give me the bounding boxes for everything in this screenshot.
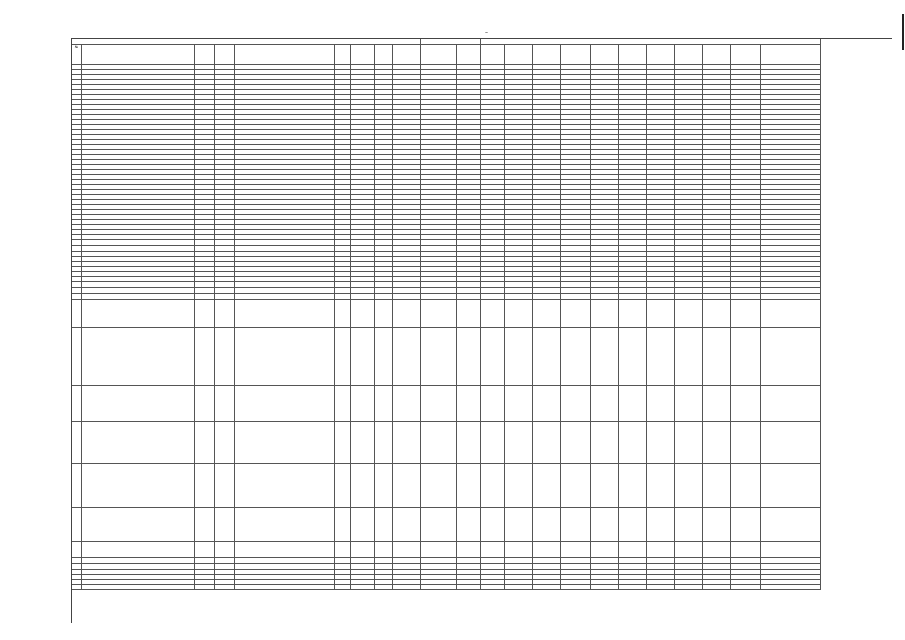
- header-cell: [215, 45, 235, 65]
- header-cell: [375, 45, 393, 65]
- table-row: [72, 300, 892, 328]
- table-cell: [675, 386, 703, 422]
- table-cell: [375, 422, 393, 464]
- table-row: [72, 422, 892, 464]
- header-cell: [731, 45, 761, 65]
- table-cell: [761, 542, 821, 558]
- table-cell: [761, 422, 821, 464]
- table-cell: [533, 585, 561, 590]
- table-cell: [82, 386, 195, 422]
- table-cell: [235, 300, 335, 328]
- table-cell: [215, 386, 235, 422]
- table-cell: [703, 508, 731, 542]
- table-cell: [731, 328, 761, 386]
- table-cell: [82, 422, 195, 464]
- table-cell: [375, 464, 393, 508]
- scan-edge-line: [902, 14, 904, 50]
- table-cell: [82, 585, 195, 590]
- table-cell: [351, 585, 375, 590]
- table-cell: [351, 422, 375, 464]
- table-cell: [561, 542, 591, 558]
- table-cell: [195, 386, 215, 422]
- table-cell: [235, 542, 335, 558]
- table-cell: [195, 585, 215, 590]
- table-cell: [761, 300, 821, 328]
- table-cell: [731, 542, 761, 558]
- table-cell: [561, 386, 591, 422]
- table-cell: [731, 464, 761, 508]
- table-cell: [533, 300, 561, 328]
- table-cell: [533, 508, 561, 542]
- table-cell: [591, 508, 619, 542]
- table-cell: [505, 328, 533, 386]
- header-cell: [335, 45, 351, 65]
- table-cell: [421, 508, 457, 542]
- table-cell: [533, 386, 561, 422]
- table-cell: [235, 508, 335, 542]
- table-cell: [647, 508, 675, 542]
- header-cell: [82, 45, 195, 65]
- table-cell: [761, 464, 821, 508]
- table-cell: [481, 508, 505, 542]
- table-cell: [647, 422, 675, 464]
- table-cell: [335, 328, 351, 386]
- table-cell: [703, 386, 731, 422]
- table-cell: [351, 542, 375, 558]
- table-cell: [761, 585, 821, 590]
- table-cell: [457, 542, 481, 558]
- table-cell: [533, 422, 561, 464]
- table-cell: [351, 328, 375, 386]
- table-cell: [351, 508, 375, 542]
- header-cell: [505, 45, 533, 65]
- table-cell: [619, 422, 647, 464]
- table-cell: [72, 542, 82, 558]
- table-cell: [82, 542, 195, 558]
- table-cell: [215, 300, 235, 328]
- table-cell: [505, 300, 533, 328]
- table-cell: [561, 328, 591, 386]
- header-cell: [481, 45, 505, 65]
- table-cell: [481, 386, 505, 422]
- table-cell: [215, 422, 235, 464]
- table-cell: [235, 585, 335, 590]
- header-cell: [561, 45, 591, 65]
- table-cell: [591, 542, 619, 558]
- header-cell: [591, 45, 619, 65]
- table-cell: [72, 464, 82, 508]
- table-cell: [351, 386, 375, 422]
- table-cell: [82, 464, 195, 508]
- table-cell: [72, 386, 82, 422]
- table-cell: [82, 328, 195, 386]
- header-cell: [235, 45, 335, 65]
- table-cell: [421, 386, 457, 422]
- table-cell: [505, 386, 533, 422]
- table-cell: [457, 300, 481, 328]
- table-cell: [505, 508, 533, 542]
- table-cell: [703, 464, 731, 508]
- table-cell: [195, 508, 215, 542]
- table-row: [72, 328, 892, 386]
- table-cell: [675, 300, 703, 328]
- table-cell: [561, 300, 591, 328]
- table-cell: [761, 508, 821, 542]
- table-cell: [703, 422, 731, 464]
- header-cell: [457, 45, 481, 65]
- table-cell: [421, 422, 457, 464]
- table-cell: [481, 422, 505, 464]
- table-cell: [457, 508, 481, 542]
- table-cell: [505, 585, 533, 590]
- table-cell: [421, 300, 457, 328]
- table-cell: [481, 464, 505, 508]
- table-cell: [351, 464, 375, 508]
- header-cell: [703, 45, 731, 65]
- table-cell: [215, 508, 235, 542]
- table-cell: [591, 422, 619, 464]
- table-cell: [393, 300, 421, 328]
- table-cell: [457, 328, 481, 386]
- table-cell: [72, 508, 82, 542]
- table-row: [72, 542, 892, 558]
- table-cell: [647, 328, 675, 386]
- table-cell: [375, 585, 393, 590]
- table-cell: [375, 386, 393, 422]
- table-cell: [235, 328, 335, 386]
- table-cell: [195, 328, 215, 386]
- table-cell: [675, 585, 703, 590]
- table-cell: [619, 386, 647, 422]
- table-cell: [421, 328, 457, 386]
- header-cell: №: [72, 45, 82, 65]
- table-cell: [505, 422, 533, 464]
- table-cell: [675, 328, 703, 386]
- table-cell: [393, 585, 421, 590]
- table-cell: [703, 328, 731, 386]
- table-cell: [703, 542, 731, 558]
- table-cell: [195, 300, 215, 328]
- table-cell: [619, 328, 647, 386]
- table-row: [72, 508, 892, 542]
- table-cell: [481, 300, 505, 328]
- table-cell: [647, 300, 675, 328]
- table-cell: [703, 300, 731, 328]
- table-cell: [335, 542, 351, 558]
- table-cell: [619, 464, 647, 508]
- table-cell: [505, 542, 533, 558]
- table-cell: [393, 542, 421, 558]
- table-cell: [421, 542, 457, 558]
- table-cell: [647, 585, 675, 590]
- table-cell: [215, 464, 235, 508]
- header-cell: [761, 45, 821, 65]
- table-cell: [375, 542, 393, 558]
- table-cell: [457, 464, 481, 508]
- table-cell: [533, 328, 561, 386]
- table-cell: [335, 300, 351, 328]
- table-cell: [481, 585, 505, 590]
- table-cell: [335, 585, 351, 590]
- table-cell: [335, 464, 351, 508]
- table-cell: [561, 585, 591, 590]
- header-cell: [647, 45, 675, 65]
- table-cell: [561, 508, 591, 542]
- table-cell: [675, 508, 703, 542]
- table-cell: [215, 542, 235, 558]
- table-cell: [375, 300, 393, 328]
- table-cell: [675, 422, 703, 464]
- table-row: [72, 585, 892, 590]
- table-cell: [591, 328, 619, 386]
- table-cell: [335, 386, 351, 422]
- table-cell: [421, 464, 457, 508]
- table-cell: [393, 386, 421, 422]
- table-cell: [591, 300, 619, 328]
- table-cell: [375, 328, 393, 386]
- table-cell: [647, 464, 675, 508]
- table-cell: [72, 300, 82, 328]
- table-cell: [195, 542, 215, 558]
- table-cell: [731, 508, 761, 542]
- table-cell: [72, 328, 82, 386]
- table-cell: [591, 464, 619, 508]
- table-cell: [375, 508, 393, 542]
- table-header-row: [72, 45, 892, 65]
- table-cell: [591, 386, 619, 422]
- table-cell: [215, 585, 235, 590]
- table-cell: [393, 464, 421, 508]
- table-cell: [533, 464, 561, 508]
- page-number-mark: –: [485, 29, 488, 36]
- table-cell: [457, 585, 481, 590]
- header-cell: [195, 45, 215, 65]
- table-cell: [761, 328, 821, 386]
- table-cell: [351, 300, 375, 328]
- table-cell: [235, 464, 335, 508]
- header-cell: [351, 45, 375, 65]
- table-row: [72, 464, 892, 508]
- budget-table: [71, 38, 892, 623]
- table-cell: [675, 464, 703, 508]
- table-cell: [393, 508, 421, 542]
- table-cell: [619, 508, 647, 542]
- table-cell: [533, 542, 561, 558]
- table-cell: [235, 386, 335, 422]
- header-cell: [619, 45, 647, 65]
- table-cell: [335, 422, 351, 464]
- table-cell: [619, 585, 647, 590]
- table-cell: [731, 422, 761, 464]
- table-cell: [561, 464, 591, 508]
- table-row: [72, 386, 892, 422]
- table-cell: [703, 585, 731, 590]
- table-cell: [82, 300, 195, 328]
- table-cell: [731, 585, 761, 590]
- table-cell: [591, 585, 619, 590]
- table-cell: [457, 422, 481, 464]
- table-cell: [393, 328, 421, 386]
- table-cell: [215, 328, 235, 386]
- table-cell: [72, 585, 82, 590]
- table-cell: [72, 422, 82, 464]
- table-cell: [457, 386, 481, 422]
- table-cell: [393, 422, 421, 464]
- table-cell: [761, 386, 821, 422]
- table-cell: [731, 300, 761, 328]
- table-cell: [505, 464, 533, 508]
- table-cell: [235, 422, 335, 464]
- header-cell: [533, 45, 561, 65]
- table-cell: [195, 464, 215, 508]
- header-cell: [421, 45, 457, 65]
- table-cell: [619, 542, 647, 558]
- header-cell: [393, 45, 421, 65]
- header-cell: [675, 45, 703, 65]
- table-cell: [731, 386, 761, 422]
- table-cell: [421, 585, 457, 590]
- table-cell: [647, 542, 675, 558]
- table-cell: [675, 542, 703, 558]
- table-cell: [195, 422, 215, 464]
- table-cell: [481, 542, 505, 558]
- table-cell: [619, 300, 647, 328]
- table-cell: [481, 328, 505, 386]
- table-cell: [647, 386, 675, 422]
- table-cell: [561, 422, 591, 464]
- table-cell: [335, 508, 351, 542]
- table-cell: [82, 508, 195, 542]
